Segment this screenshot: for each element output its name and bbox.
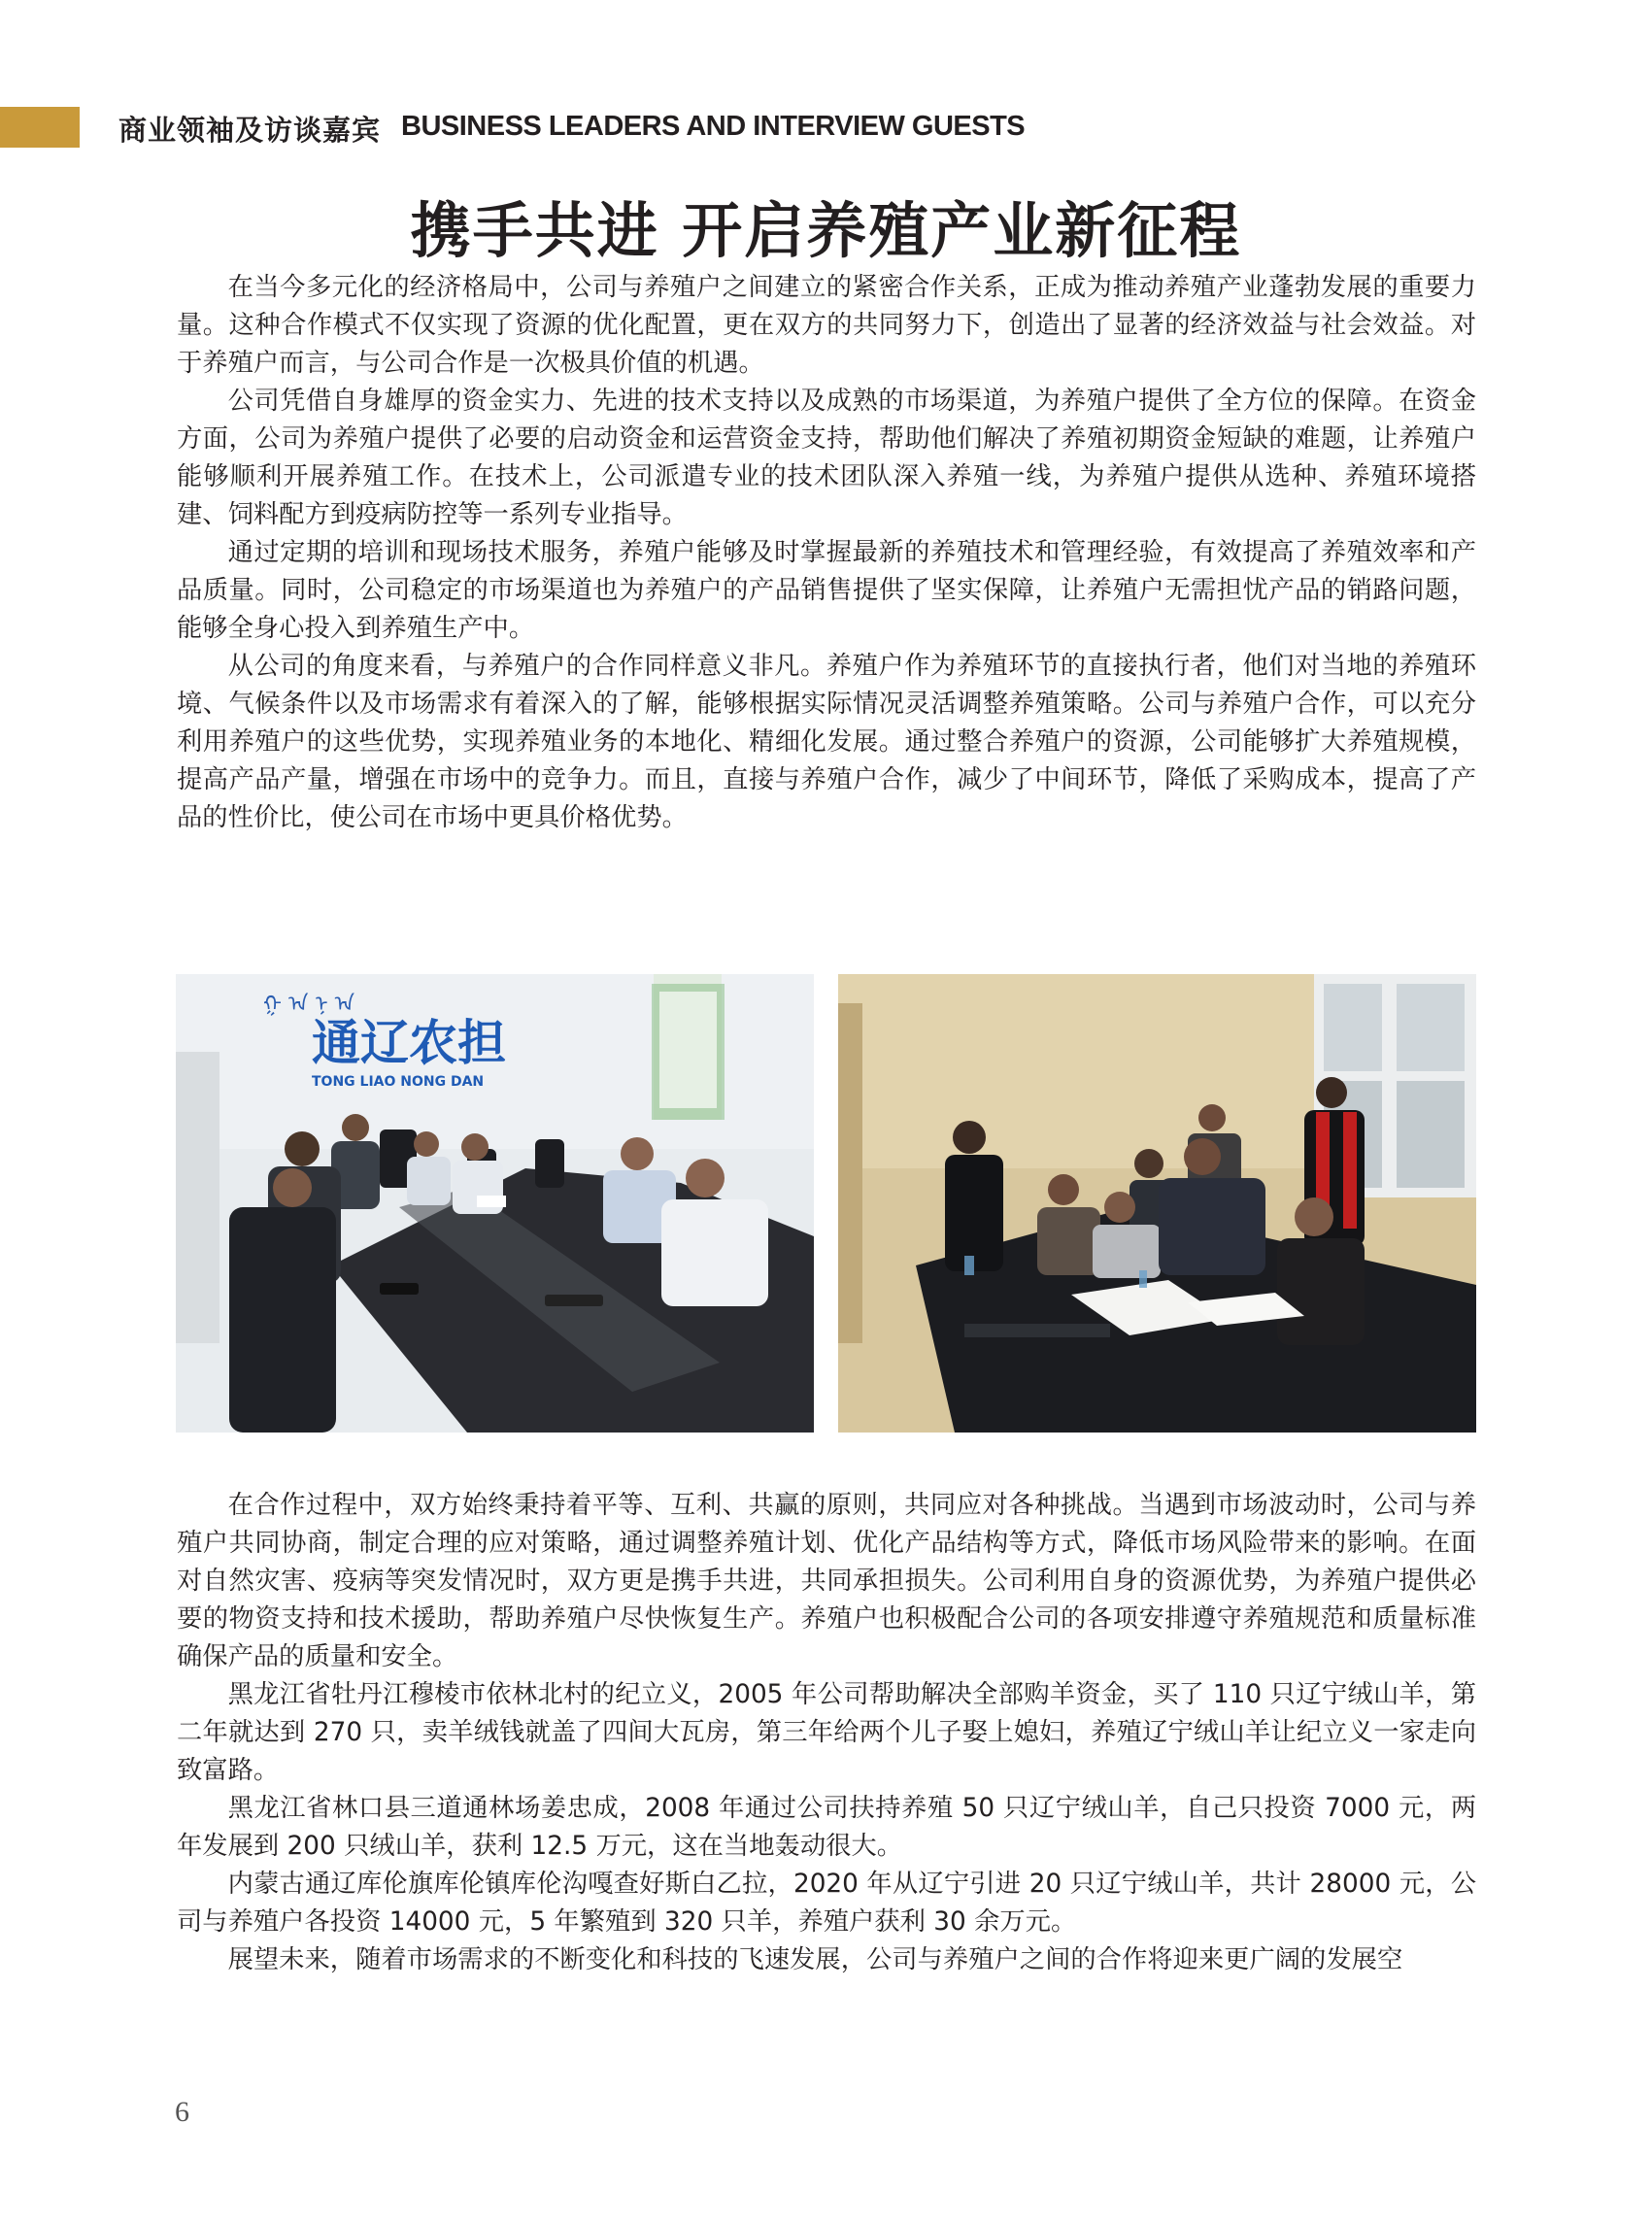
paragraph: 公司凭借自身雄厚的资金实力、先进的技术支持以及成熟的市场渠道，为养殖户提供了全方位的保障。在资金方面，公司为养殖户提供了必要的启动资金和运营资金支持，帮助他们解决了养殖初期资金短缺的难题，让养殖户能够顺利开展养殖工作。在技术上，公司派遣专业的技术团队深入养殖一线，为养殖户提供从选种、养殖环境搭建、饲料配方到疫病防控等一系列专业指导。 bbox=[177, 387, 1476, 529]
paragraph: 通过定期的培训和现场技术服务，养殖户能够及时掌握最新的养殖技术和管理经验，有效提高了养殖效率和产品质量。同时，公司稳定的市场渠道也为养殖户的产品销售提供了坚实保障，让养殖户无需担忧产品的销路问题，能够全身心投入到养殖生产中。 bbox=[177, 538, 1476, 643]
paragraph: 内蒙古通辽库伦旗库伦镇库伦沟嘎查好斯白乙拉，2020 年从辽宁引进 20 只辽宁绒山羊，共计 28000 元，公司与养殖户各投资 14000 元，5 年繁殖到 320 只羊，养殖户获利 30 余万元。 bbox=[177, 1870, 1476, 1937]
section-label-cn: 商业领袖及访谈嘉宾 bbox=[118, 114, 382, 147]
paragraph: 从公司的角度来看，与养殖户的合作同样意义非凡。养殖户作为养殖环节的直接执行者，他们对当地的养殖环境、气候条件以及市场需求有着深入的了解，能够根据实际情况灵活调整养殖策略。公司与养殖户合作，可以充分利用养殖户的这些优势，实现养殖业务的本地化、精细化发展。通过整合养殖户的资源，公司能够扩大养殖规模，提高产品产量，增强在市场中的竞争力。而且，直接与养殖户合作，减少了中间环节，降低了采购成本，提高了产品的性价比，使公司在市场中更具价格优势。 bbox=[177, 652, 1476, 832]
article-body-bottom bbox=[177, 1487, 1476, 1979]
page-number: 6 bbox=[175, 2096, 189, 2128]
section-accent-bar bbox=[0, 107, 80, 148]
article-title: 携手共进 开启养殖产业新征程 bbox=[410, 195, 1242, 266]
signing-scene-illustration bbox=[838, 974, 1476, 1433]
section-label-en: BUSINESS LEADERS AND INTERVIEW GUESTS bbox=[401, 111, 1026, 142]
paragraph: 黑龙江省林口县三道通林场姜忠成，2008 年通过公司扶持养殖 50 只辽宁绒山羊，自己只投资 7000 元，两年发展到 200 只绒山羊，获利 12.5 万元，这在当地轰动很大。 bbox=[177, 1794, 1476, 1861]
sign-text-cn: 通辽农担 bbox=[312, 1015, 506, 1071]
svg-text:ᠭ ᠠ ᠨ ᠠ: ᠭ ᠠ ᠨ ᠠ bbox=[263, 993, 355, 1017]
article-body-top bbox=[177, 269, 1476, 837]
paragraph: 黑龙江省牡丹江穆棱市依林北村的纪立义，2005 年公司帮助解决全部购羊资金，买了 110 只辽宁绒山羊，第二年就达到 270 只，卖羊绒钱就盖了四间大瓦房，第三年给两个儿子娶上媳妇，养殖辽宁绒山羊让纪立义一家走向致富路。 bbox=[177, 1680, 1476, 1785]
meeting-photo-right bbox=[838, 974, 1476, 1433]
meeting-room-illustration bbox=[176, 974, 814, 1433]
paragraph: 展望未来，随着市场需求的不断变化和科技的飞速发展，公司与养殖户之间的合作将迎来更广阔的发展空 bbox=[227, 1945, 1403, 1974]
sign-text-en: TONG LIAO NONG DAN bbox=[312, 1074, 485, 1090]
meeting-photo-left bbox=[176, 974, 814, 1433]
paragraph: 在合作过程中，双方始终秉持着平等、互利、共赢的原则，共同应对各种挑战。当遇到市场波动时，公司与养殖户共同协商，制定合理的应对策略，通过调整养殖计划、优化产品结构等方式，降低市场风险带来的影响。在面对自然灾害、疫病等突发情况时，双方更是携手共进，共同承担损失。公司利用自身的资源优势，为养殖户提供必要的物资支持和技术援助，帮助养殖户尽快恢复生产。养殖户也积极配合公司的各项安排遵守养殖规范和质量标准确保产品的质量和安全。 bbox=[177, 1491, 1476, 1671]
paragraph: 在当今多元化的经济格局中，公司与养殖户之间建立的紧密合作关系，正成为推动养殖产业蓬勃发展的重要力量。这种合作模式不仅实现了资源的优化配置，更在双方的共同努力下，创造出了显著的经济效益与社会效益。对于养殖户而言，与公司合作是一次极具价值的机遇。 bbox=[177, 273, 1476, 378]
